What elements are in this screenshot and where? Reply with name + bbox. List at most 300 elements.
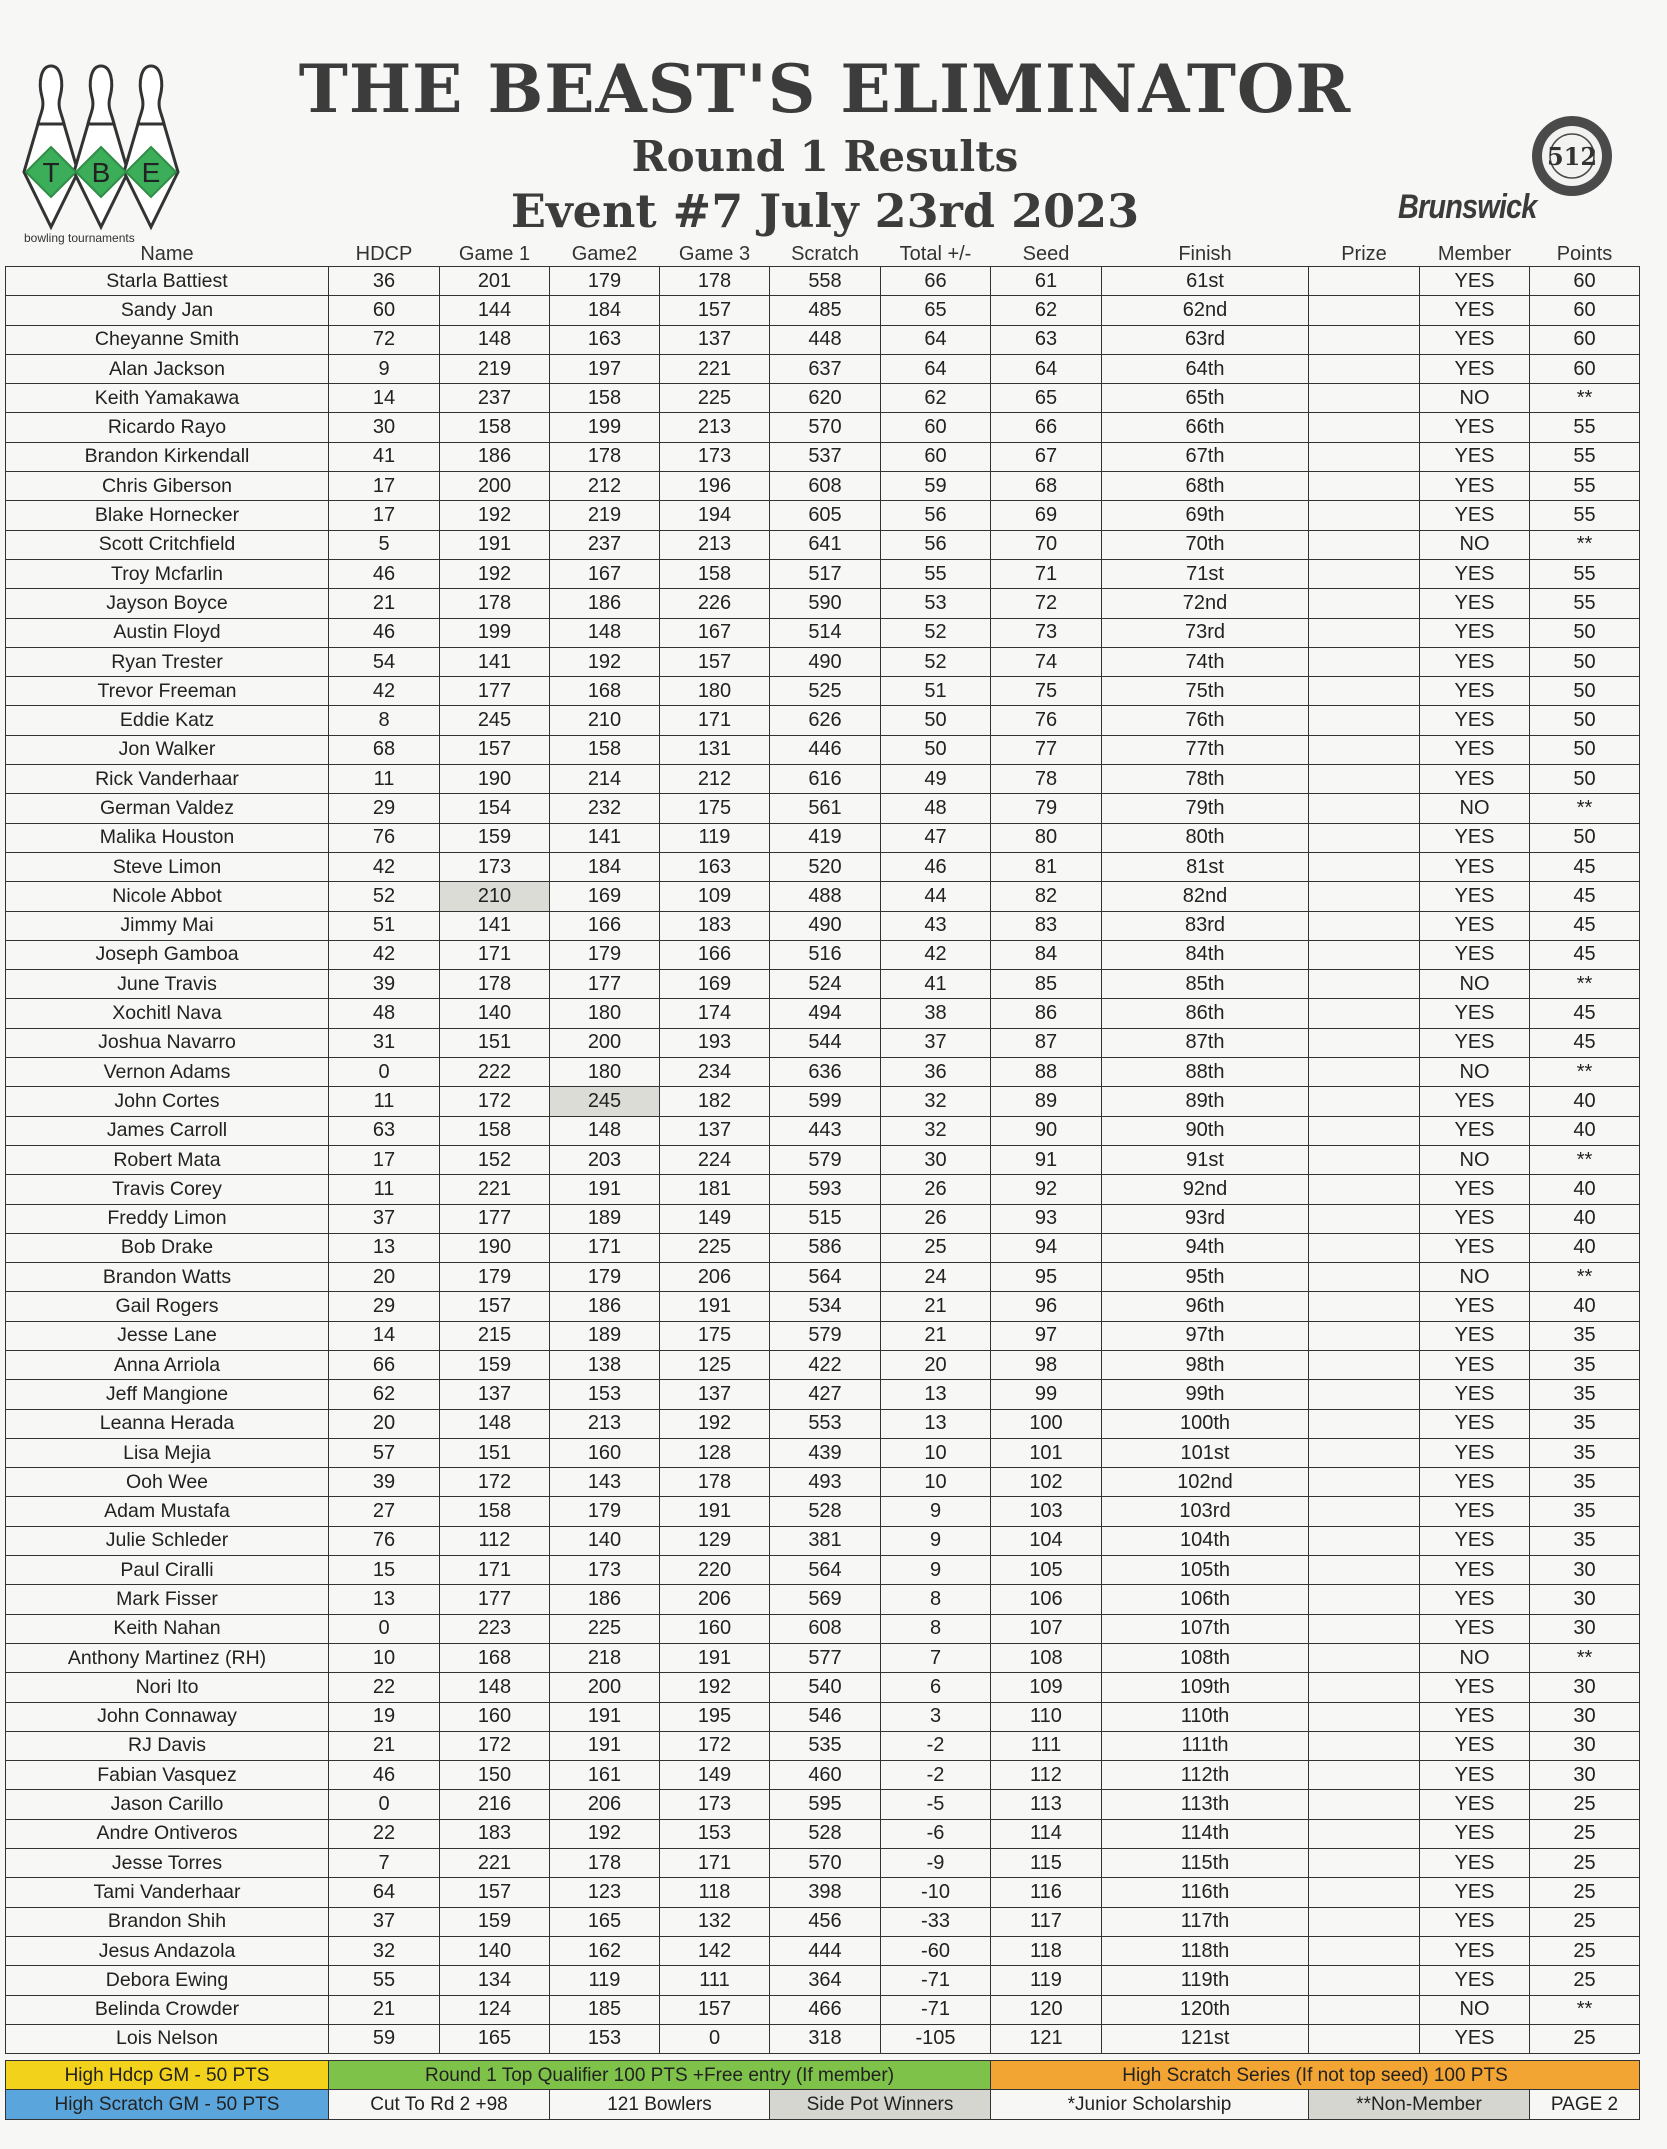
cell-total: -60 xyxy=(881,1936,991,1965)
cell-seed: 96 xyxy=(991,1292,1102,1321)
cell-game1: 168 xyxy=(440,1643,550,1672)
cell-seed: 85 xyxy=(991,970,1102,999)
logo-letter-b: B xyxy=(91,157,111,188)
cell-name: Lois Nelson xyxy=(6,2024,329,2053)
cell-total: 65 xyxy=(881,296,991,325)
cell-name: Robert Mata xyxy=(6,1145,329,1174)
cell-seed: 112 xyxy=(991,1761,1102,1790)
cell-points: 45 xyxy=(1530,1028,1640,1057)
cell-total: 26 xyxy=(881,1175,991,1204)
cell-total: 26 xyxy=(881,1204,991,1233)
table-row xyxy=(6,647,1640,676)
table-row xyxy=(6,1116,1640,1145)
cell-member: NO xyxy=(1420,1995,1530,2024)
cell-game1: 219 xyxy=(440,354,550,383)
cell-seed: 80 xyxy=(991,823,1102,852)
cell-game3: 225 xyxy=(660,1233,770,1262)
table-row xyxy=(6,384,1640,413)
cell-scratch: 318 xyxy=(770,2024,881,2053)
cell-prize xyxy=(1309,589,1420,618)
cell-hdcp: 32 xyxy=(329,1936,440,1965)
cell-total: 32 xyxy=(881,1116,991,1145)
cell-prize xyxy=(1309,970,1420,999)
cell-member: YES xyxy=(1420,765,1530,794)
cell-name: Jesus Andazola xyxy=(6,1936,329,1965)
cell-finish: 61st xyxy=(1102,267,1309,296)
table-row xyxy=(6,1995,1640,2024)
legend-row-2 xyxy=(6,2090,1640,2119)
cell-seed: 105 xyxy=(991,1556,1102,1585)
cell-member: YES xyxy=(1420,1907,1530,1936)
cell-finish: 70th xyxy=(1102,530,1309,559)
table-row xyxy=(6,999,1640,1028)
cell-prize xyxy=(1309,501,1420,530)
table-row xyxy=(6,1849,1640,1878)
cell-seed: 81 xyxy=(991,852,1102,881)
cell-prize xyxy=(1309,1673,1420,1702)
cell-member: YES xyxy=(1420,1761,1530,1790)
legend-table xyxy=(5,2060,1640,2120)
cell-hdcp: 60 xyxy=(329,296,440,325)
cell-total: 62 xyxy=(881,384,991,413)
cell-total: 7 xyxy=(881,1643,991,1672)
cell-scratch: 524 xyxy=(770,970,881,999)
cell-member: YES xyxy=(1420,911,1530,940)
table-row xyxy=(6,1409,1640,1438)
cell-total: 6 xyxy=(881,1673,991,1702)
cell-total: 38 xyxy=(881,999,991,1028)
cell-finish: 99th xyxy=(1102,1380,1309,1409)
cell-scratch: 579 xyxy=(770,1145,881,1174)
cell-name: Starla Battiest xyxy=(6,267,329,296)
cell-game2: 171 xyxy=(550,1233,660,1262)
cell-member: YES xyxy=(1420,706,1530,735)
cell-finish: 120th xyxy=(1102,1995,1309,2024)
cell-scratch: 517 xyxy=(770,559,881,588)
cell-finish: 94th xyxy=(1102,1233,1309,1262)
cell-hdcp: 13 xyxy=(329,1233,440,1262)
cell-game3: 172 xyxy=(660,1731,770,1760)
cell-scratch: 525 xyxy=(770,677,881,706)
cell-member: YES xyxy=(1420,999,1530,1028)
cell-prize xyxy=(1309,882,1420,911)
cell-seed: 114 xyxy=(991,1819,1102,1848)
cell-finish: 119th xyxy=(1102,1966,1309,1995)
cell-finish: 84th xyxy=(1102,940,1309,969)
cell-prize xyxy=(1309,1995,1420,2024)
cell-total: 51 xyxy=(881,677,991,706)
cell-game2: 214 xyxy=(550,765,660,794)
cell-game3: 132 xyxy=(660,1907,770,1936)
cell-game2: 153 xyxy=(550,2024,660,2053)
cell-member: NO xyxy=(1420,794,1530,823)
cell-prize xyxy=(1309,1761,1420,1790)
table-row xyxy=(6,1702,1640,1731)
cell-finish: 102nd xyxy=(1102,1468,1309,1497)
cell-name: Rick Vanderhaar xyxy=(6,765,329,794)
cell-finish: 101st xyxy=(1102,1438,1309,1467)
cell-points: 40 xyxy=(1530,1292,1640,1321)
cell-name: Xochitl Nava xyxy=(6,999,329,1028)
cell-member: YES xyxy=(1420,354,1530,383)
cell-member: YES xyxy=(1420,823,1530,852)
cell-scratch: 398 xyxy=(770,1878,881,1907)
cell-seed: 61 xyxy=(991,267,1102,296)
cell-prize xyxy=(1309,1556,1420,1585)
cell-prize xyxy=(1309,1526,1420,1555)
cell-game3: 224 xyxy=(660,1145,770,1174)
cell-seed: 82 xyxy=(991,882,1102,911)
cell-member: YES xyxy=(1420,1790,1530,1819)
cell-name: John Cortes xyxy=(6,1087,329,1116)
cell-points: 40 xyxy=(1530,1175,1640,1204)
cell-game2: 191 xyxy=(550,1175,660,1204)
cell-scratch: 564 xyxy=(770,1556,881,1585)
table-row xyxy=(6,1966,1640,1995)
cell-scratch: 616 xyxy=(770,765,881,794)
cell-game3: 119 xyxy=(660,823,770,852)
cell-seed: 104 xyxy=(991,1526,1102,1555)
cell-hdcp: 64 xyxy=(329,1878,440,1907)
cell-game1: 190 xyxy=(440,765,550,794)
cell-game1: 172 xyxy=(440,1087,550,1116)
cell-game3: 182 xyxy=(660,1087,770,1116)
cell-finish: 109th xyxy=(1102,1673,1309,1702)
table-row xyxy=(6,530,1640,559)
cell-game2: 184 xyxy=(550,296,660,325)
table-row xyxy=(6,1438,1640,1467)
cell-scratch: 490 xyxy=(770,911,881,940)
cell-name: Julie Schleder xyxy=(6,1526,329,1555)
cell-prize xyxy=(1309,823,1420,852)
cell-seed: 68 xyxy=(991,472,1102,501)
cell-points: 35 xyxy=(1530,1321,1640,1350)
cell-member: YES xyxy=(1420,559,1530,588)
cell-game1: 210 xyxy=(440,882,550,911)
cell-seed: 98 xyxy=(991,1350,1102,1379)
cell-game3: 192 xyxy=(660,1673,770,1702)
cell-game3: 206 xyxy=(660,1263,770,1292)
cell-points: 35 xyxy=(1530,1350,1640,1379)
cell-game2: 200 xyxy=(550,1673,660,1702)
cell-scratch: 490 xyxy=(770,647,881,676)
cell-hdcp: 21 xyxy=(329,1995,440,2024)
cell-hdcp: 48 xyxy=(329,999,440,1028)
cell-game3: 131 xyxy=(660,735,770,764)
cell-points: 50 xyxy=(1530,677,1640,706)
cell-game2: 123 xyxy=(550,1878,660,1907)
event-line: Event #7 July 23rd 2023 xyxy=(510,184,1140,238)
logo-letter-e: E xyxy=(141,157,161,188)
cell-seed: 95 xyxy=(991,1263,1102,1292)
cell-finish: 81st xyxy=(1102,852,1309,881)
cell-seed: 67 xyxy=(991,442,1102,471)
cell-seed: 86 xyxy=(991,999,1102,1028)
cell-prize xyxy=(1309,325,1420,354)
cell-seed: 65 xyxy=(991,384,1102,413)
cell-game1: 144 xyxy=(440,296,550,325)
cell-seed: 108 xyxy=(991,1643,1102,1672)
cell-member: YES xyxy=(1420,1966,1530,1995)
cell-game1: 237 xyxy=(440,384,550,413)
cell-game1: 171 xyxy=(440,1556,550,1585)
cell-total: -5 xyxy=(881,1790,991,1819)
cell-scratch: 546 xyxy=(770,1702,881,1731)
cell-name: Anna Arriola xyxy=(6,1350,329,1379)
cell-seed: 62 xyxy=(991,296,1102,325)
table-row xyxy=(6,1614,1640,1643)
cell-game3: 191 xyxy=(660,1292,770,1321)
cell-game2: 148 xyxy=(550,618,660,647)
cell-total: 25 xyxy=(881,1233,991,1262)
cell-points: 45 xyxy=(1530,882,1640,911)
cell-game3: 142 xyxy=(660,1936,770,1965)
cell-game3: 175 xyxy=(660,794,770,823)
cell-member: YES xyxy=(1420,267,1530,296)
cell-prize xyxy=(1309,1409,1420,1438)
cell-name: Blake Hornecker xyxy=(6,501,329,530)
cell-hdcp: 15 xyxy=(329,1556,440,1585)
cell-game1: 245 xyxy=(440,706,550,735)
cell-scratch: 439 xyxy=(770,1438,881,1467)
cell-game1: 192 xyxy=(440,559,550,588)
cell-total: 60 xyxy=(881,413,991,442)
cell-points: 50 xyxy=(1530,823,1640,852)
table-row xyxy=(6,882,1640,911)
cell-total: 64 xyxy=(881,354,991,383)
cell-hdcp: 54 xyxy=(329,647,440,676)
cell-finish: 68th xyxy=(1102,472,1309,501)
cell-hdcp: 42 xyxy=(329,677,440,706)
cell-seed: 88 xyxy=(991,1058,1102,1087)
cell-hdcp: 11 xyxy=(329,1087,440,1116)
cell-scratch: 427 xyxy=(770,1380,881,1409)
cell-hdcp: 41 xyxy=(329,442,440,471)
cell-scratch: 579 xyxy=(770,1321,881,1350)
cell-game3: 234 xyxy=(660,1058,770,1087)
cell-game3: 180 xyxy=(660,677,770,706)
cell-game2: 163 xyxy=(550,325,660,354)
cell-hdcp: 55 xyxy=(329,1966,440,1995)
cell-finish: 95th xyxy=(1102,1263,1309,1292)
cell-game1: 160 xyxy=(440,1702,550,1731)
cell-game1: 201 xyxy=(440,267,550,296)
cell-finish: 100th xyxy=(1102,1409,1309,1438)
cell-seed: 101 xyxy=(991,1438,1102,1467)
table-row xyxy=(6,618,1640,647)
cell-prize xyxy=(1309,1058,1420,1087)
cell-total: 10 xyxy=(881,1438,991,1467)
cell-game1: 172 xyxy=(440,1468,550,1497)
cell-scratch: 514 xyxy=(770,618,881,647)
cell-name: Mark Fisser xyxy=(6,1585,329,1614)
cell-game1: 124 xyxy=(440,1995,550,2024)
cell-finish: 62nd xyxy=(1102,296,1309,325)
cell-hdcp: 27 xyxy=(329,1497,440,1526)
cell-finish: 66th xyxy=(1102,413,1309,442)
cell-points: 30 xyxy=(1530,1556,1640,1585)
cell-member: YES xyxy=(1420,1702,1530,1731)
column-header: Game 3 xyxy=(678,243,751,265)
cell-game2: 160 xyxy=(550,1438,660,1467)
cell-member: YES xyxy=(1420,1380,1530,1409)
cell-game2: 177 xyxy=(550,970,660,999)
cell-member: NO xyxy=(1420,530,1530,559)
table-row xyxy=(6,1468,1640,1497)
cell-total: -33 xyxy=(881,1907,991,1936)
table-row xyxy=(6,1731,1640,1760)
cell-finish: 113th xyxy=(1102,1790,1309,1819)
cell-member: YES xyxy=(1420,1028,1530,1057)
cell-points: 50 xyxy=(1530,618,1640,647)
cell-points: 55 xyxy=(1530,501,1640,530)
cell-name: RJ Davis xyxy=(6,1731,329,1760)
cell-game3: 213 xyxy=(660,530,770,559)
cell-seed: 69 xyxy=(991,501,1102,530)
cell-seed: 113 xyxy=(991,1790,1102,1819)
column-header: Total +/- xyxy=(899,243,972,265)
cell-points: 35 xyxy=(1530,1380,1640,1409)
table-row xyxy=(6,1087,1640,1116)
cell-scratch: 419 xyxy=(770,823,881,852)
table-header-row xyxy=(6,242,1640,267)
cell-game3: 128 xyxy=(660,1438,770,1467)
legend-footer xyxy=(5,2060,1640,2120)
cell-game2: 191 xyxy=(550,1731,660,1760)
cell-points: 60 xyxy=(1530,325,1640,354)
cell-game3: 178 xyxy=(660,1468,770,1497)
cell-finish: 89th xyxy=(1102,1087,1309,1116)
cell-game2: 178 xyxy=(550,1849,660,1878)
cell-points: 25 xyxy=(1530,1819,1640,1848)
cell-hdcp: 57 xyxy=(329,1438,440,1467)
cell-prize xyxy=(1309,677,1420,706)
table-row xyxy=(6,1145,1640,1174)
cell-finish: 106th xyxy=(1102,1585,1309,1614)
cell-total: -10 xyxy=(881,1878,991,1907)
cell-game1: 158 xyxy=(440,413,550,442)
cell-game3: 174 xyxy=(660,999,770,1028)
cell-scratch: 444 xyxy=(770,1936,881,1965)
cell-scratch: 422 xyxy=(770,1350,881,1379)
cell-member: YES xyxy=(1420,325,1530,354)
table-row xyxy=(6,1556,1640,1585)
cell-member: YES xyxy=(1420,589,1530,618)
cell-hdcp: 68 xyxy=(329,735,440,764)
cell-hdcp: 72 xyxy=(329,325,440,354)
cell-total: 52 xyxy=(881,647,991,676)
cell-game3: 109 xyxy=(660,882,770,911)
cell-member: YES xyxy=(1420,852,1530,881)
cell-game2: 192 xyxy=(550,647,660,676)
cell-game2: 173 xyxy=(550,1556,660,1585)
cell-points: 50 xyxy=(1530,647,1640,676)
cell-seed: 106 xyxy=(991,1585,1102,1614)
cell-seed: 120 xyxy=(991,1995,1102,2024)
legend-item: High Scratch GM - 50 PTS xyxy=(6,2090,329,2119)
cell-seed: 84 xyxy=(991,940,1102,969)
cell-game3: 212 xyxy=(660,765,770,794)
cell-points: ** xyxy=(1530,970,1640,999)
cell-total: 41 xyxy=(881,970,991,999)
cell-scratch: 586 xyxy=(770,1233,881,1262)
cell-game3: 178 xyxy=(660,267,770,296)
cell-scratch: 520 xyxy=(770,852,881,881)
table-row xyxy=(6,1526,1640,1555)
cell-finish: 110th xyxy=(1102,1702,1309,1731)
cell-game2: 225 xyxy=(550,1614,660,1643)
cell-game1: 158 xyxy=(440,1497,550,1526)
column-header: Name xyxy=(140,243,194,265)
cell-game1: 191 xyxy=(440,530,550,559)
cell-total: 9 xyxy=(881,1556,991,1585)
cell-prize xyxy=(1309,1790,1420,1819)
cell-game3: 213 xyxy=(660,413,770,442)
cell-game1: 165 xyxy=(440,2024,550,2053)
cell-game1: 159 xyxy=(440,1350,550,1379)
cell-game1: 222 xyxy=(440,1058,550,1087)
cell-name: Sandy Jan xyxy=(6,296,329,325)
cell-points: ** xyxy=(1530,384,1640,413)
cell-hdcp: 39 xyxy=(329,1468,440,1497)
cell-seed: 109 xyxy=(991,1673,1102,1702)
cell-name: Debora Ewing xyxy=(6,1966,329,1995)
cell-prize xyxy=(1309,1116,1420,1145)
cell-game2: 140 xyxy=(550,1526,660,1555)
logo-letter-t: T xyxy=(42,157,60,188)
cell-prize xyxy=(1309,1614,1420,1643)
cell-game1: 223 xyxy=(440,1614,550,1643)
cell-game1: 134 xyxy=(440,1966,550,1995)
cell-game3: 226 xyxy=(660,589,770,618)
cell-points: 30 xyxy=(1530,1585,1640,1614)
cell-scratch: 577 xyxy=(770,1643,881,1672)
table-row xyxy=(6,911,1640,940)
table-row xyxy=(6,1761,1640,1790)
cell-game2: 178 xyxy=(550,442,660,471)
cell-scratch: 488 xyxy=(770,882,881,911)
cell-prize xyxy=(1309,999,1420,1028)
cell-finish: 80th xyxy=(1102,823,1309,852)
cell-member: YES xyxy=(1420,296,1530,325)
cell-member: YES xyxy=(1420,1819,1530,1848)
table-row xyxy=(6,296,1640,325)
cell-game2: 179 xyxy=(550,267,660,296)
cell-scratch: 544 xyxy=(770,1028,881,1057)
cell-name: Joshua Navarro xyxy=(6,1028,329,1057)
cell-game3: 137 xyxy=(660,325,770,354)
cell-seed: 75 xyxy=(991,677,1102,706)
cell-prize xyxy=(1309,1380,1420,1409)
cell-points: 55 xyxy=(1530,442,1640,471)
table-row xyxy=(6,1233,1640,1262)
cell-game3: 171 xyxy=(660,706,770,735)
cell-game2: 180 xyxy=(550,999,660,1028)
cell-total: -71 xyxy=(881,1995,991,2024)
cell-prize xyxy=(1309,354,1420,383)
cell-total: 50 xyxy=(881,735,991,764)
cell-seed: 71 xyxy=(991,559,1102,588)
cell-name: Jeff Mangione xyxy=(6,1380,329,1409)
cell-game1: 171 xyxy=(440,940,550,969)
cell-name: Eddie Katz xyxy=(6,706,329,735)
cell-member: YES xyxy=(1420,1936,1530,1965)
cell-game3: 191 xyxy=(660,1497,770,1526)
table-row xyxy=(6,2024,1640,2053)
cell-seed: 66 xyxy=(991,413,1102,442)
table-row xyxy=(6,1907,1640,1936)
cell-points: 30 xyxy=(1530,1702,1640,1731)
